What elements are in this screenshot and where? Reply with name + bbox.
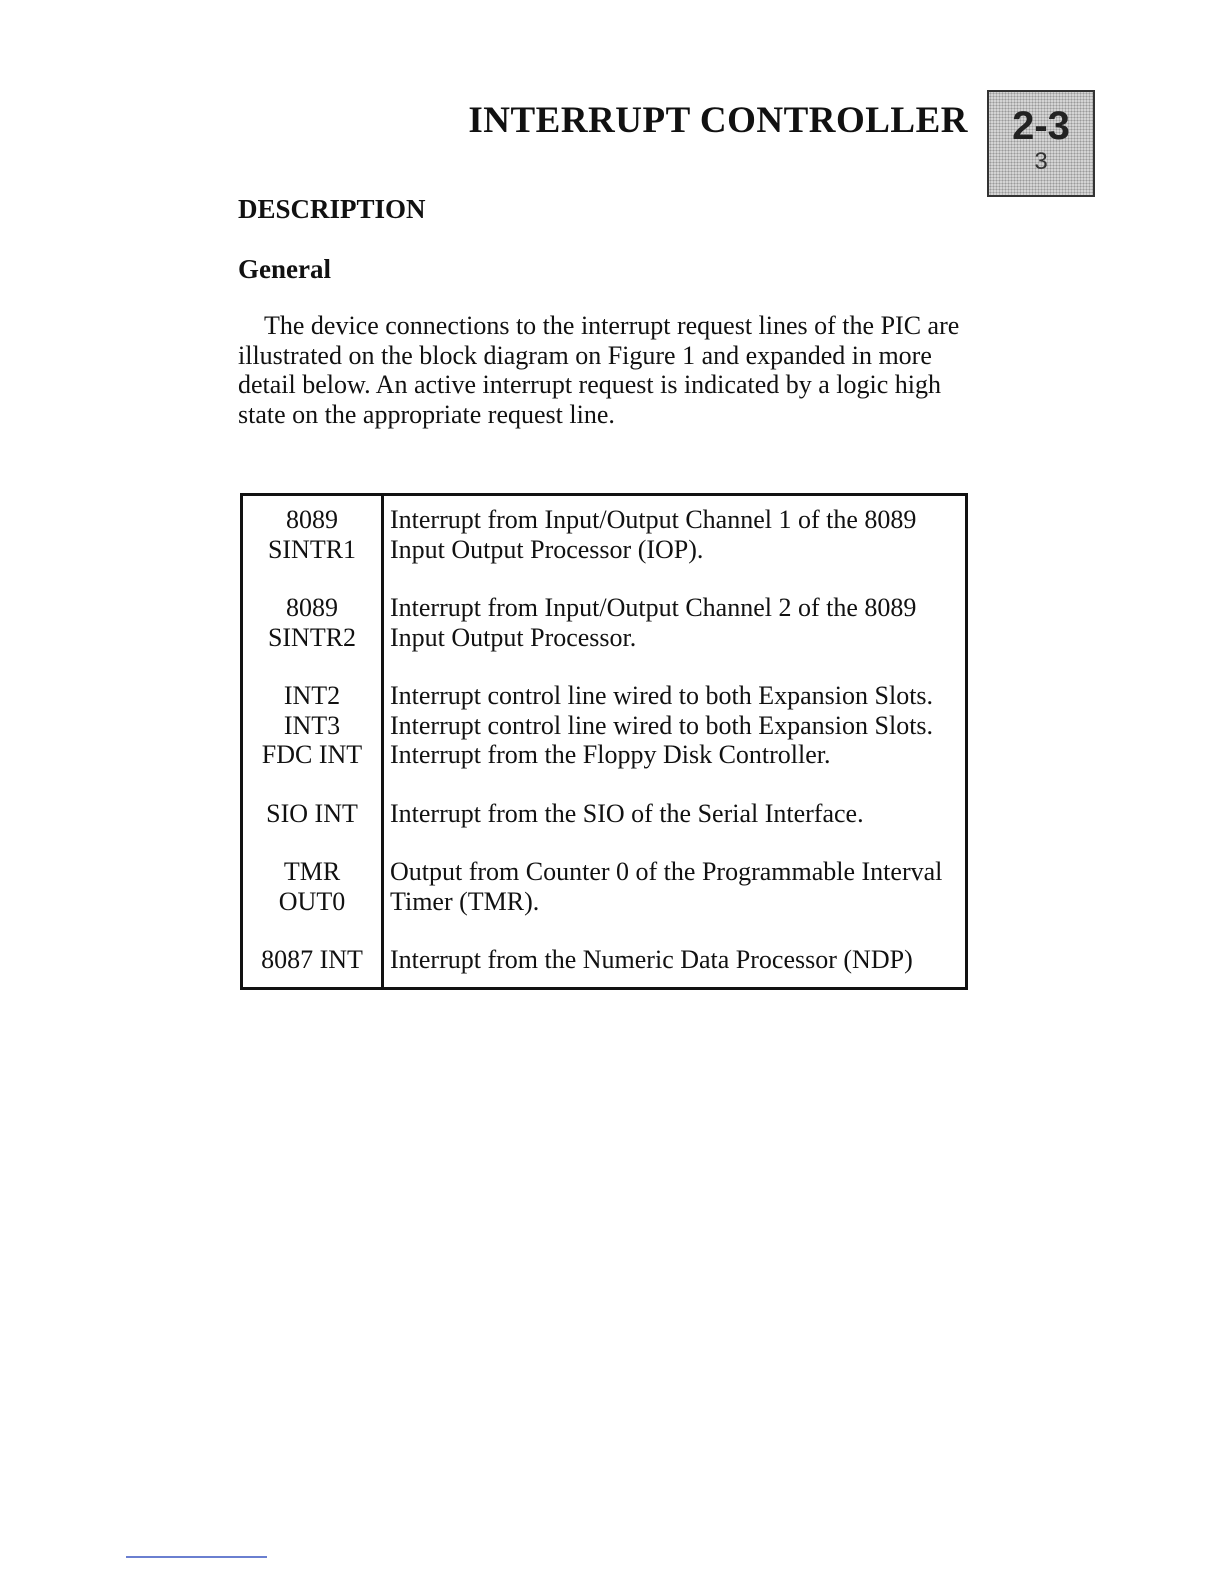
footer-rule xyxy=(126,1556,267,1558)
signal-description: Output from Counter 0 of the Programmable Interval Timer (TMR). xyxy=(390,857,943,916)
signal-description: Interrupt from the SIO of the Serial Interface. xyxy=(390,798,864,828)
section-tab-number: 2-3 xyxy=(1012,104,1070,148)
signal-description: Interrupt from the Floppy Disk Controller. xyxy=(390,740,831,769)
section-tab-page: 3 xyxy=(1034,148,1048,175)
signal-name: FDC INT xyxy=(242,740,383,799)
table-row xyxy=(242,495,967,594)
signal-name: SIO INT xyxy=(242,799,383,858)
signal-name: INT2 xyxy=(242,681,383,711)
page-title: INTERRUPT CONTROLLER xyxy=(468,100,968,141)
signal-description: Interrupt from Input/Output Channel 1 of the 8089 Input Output Processor (IOP). xyxy=(390,505,917,564)
interrupt-signal-table xyxy=(240,493,968,990)
table-row xyxy=(242,681,967,711)
signal-name: TMR OUT0 xyxy=(242,857,383,945)
signal-name: 8089 SINTR2 xyxy=(242,593,383,681)
section-tab xyxy=(987,90,1095,197)
table-row xyxy=(242,593,967,681)
intro-paragraph: The device connections to the interrupt request lines of the PIC are illustrated on the block diagram on Figure 1 and expanded in more detail below. An active interrupt request is indicated by a logic high state on the appropriate request line. xyxy=(238,311,960,429)
table-row xyxy=(242,740,967,799)
section-heading: DESCRIPTION xyxy=(238,194,426,224)
table-row xyxy=(242,857,967,945)
signal-description: Interrupt from Input/Output Channel 2 of the 8089 Input Output Processor. xyxy=(390,593,917,652)
table-row xyxy=(242,945,967,988)
table-row xyxy=(242,711,967,741)
signal-description: Interrupt control line wired to both Expansion Slots. xyxy=(390,681,934,710)
signal-name: 8087 INT xyxy=(242,945,383,988)
signal-name: 8089 SINTR1 xyxy=(242,495,383,594)
signal-name: INT3 xyxy=(242,711,383,741)
signal-description: Interrupt from the Numeric Data Processor (NDP) xyxy=(390,945,913,974)
sub-heading: General xyxy=(238,254,331,284)
table-row xyxy=(242,799,967,858)
signal-description: Interrupt control line wired to both Expansion Slots. xyxy=(390,710,934,740)
